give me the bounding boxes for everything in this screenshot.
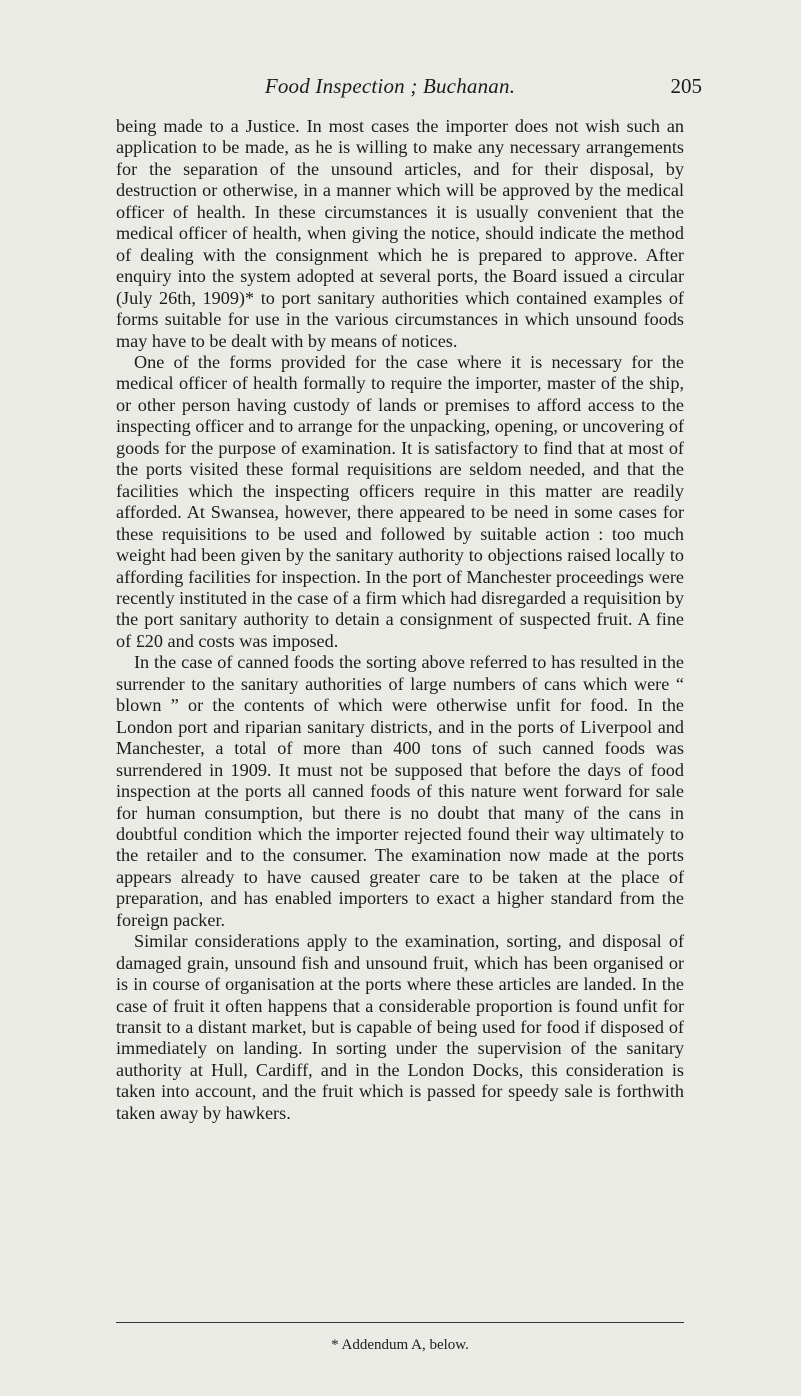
- running-title: Food Inspection ; Buchanan.: [264, 74, 516, 98]
- body-text: [116, 116, 684, 1124]
- paragraph-1: being made to a Justice. In most cases the importer does not wish such an application to be made, as he is willing to make any necessary arrangements for the separation of the unsound articles, and for their disposal, by destruction or otherwise, in a manner which will be approved by the medical officer of health. In these circumstances it is usually convenient that the medical officer of health, when giving the notice, should indicate the method of dealing with the consignment which he is prepared to approve. After enquiry into the system adopted at several ports, the Board issued a circular (July 26th, 1909)* to port sanitary authorities which contained examples of forms suitable for use in the various circumstances in which unsound foods may have to be dealt with by means of notices.: [116, 116, 684, 351]
- footnote: * Addendum A, below.: [331, 1337, 469, 1353]
- footnote-divider: [116, 1322, 684, 1323]
- paragraph-2: One of the forms provided for the case where it is necessary for the medical officer of health formally to require the importer, master of the ship, or other person having custody of lands or premises to afford access to the inspecting officer and to arrange for the unpacking, opening, or uncovering of goods for the purpose of examination. It is satisfactory to find that at most of the ports visited these formal requisitions are seldom needed, and that the facilities which the inspecting officers require in this matter are readily afforded. At Swansea, however, there appeared to be need in some cases for these requisitions to be used and followed by suitable action : too much weight had been given by the sanitary authority to objections raised locally to affording facilities for inspection. In the port of Manchester proceedings were recently instituted in the case of a firm which had disregarded a requisition by the port sanitary authority to detain a consignment of suspected fruit. A fine of £20 and costs was imposed.: [116, 351, 684, 651]
- paragraph-4: Similar considerations apply to the examination, sorting, and disposal of damaged grain, unsound fish and unsound fruit, which has been organised or is in course of organisation at the ports where these articles are landed. In the case of fruit it often happens that a considerable proportion is found unfit for transit to a distant market, but is capable of being used for food if disposed of immediately on landing. In sorting under the supervision of the sanitary authority at Hull, Cardiff, and in the London Docks, this consideration is taken into account, and the fruit which is passed for speedy sale is forthwith taken away by hawkers.: [116, 931, 684, 1123]
- paragraph-3: In the case of canned foods the sorting above referred to has resulted in the surrender to the sanitary authorities of large numbers of cans which were “ blown ” or the contents of which were otherwise unfit for food. In the London port and riparian sanitary districts, and in the ports of Liverpool and Manchester, a total of more than 400 tons of such canned foods was surrendered in 1909. It must not be supposed that before the days of food inspection at the ports all canned foods of this nature went forward for sale for human consumption, but there is no doubt that many of the cans in doubtful condition which the importer rejected found their way ultimately to the retailer and to the consumer. The examination now made at the ports appears already to have caused greater care to be taken at the place of preparation, and has enabled importers to exact a higher standard from the foreign packer.: [116, 652, 684, 930]
- page-number: 205: [670, 74, 702, 98]
- running-head: [110, 72, 702, 100]
